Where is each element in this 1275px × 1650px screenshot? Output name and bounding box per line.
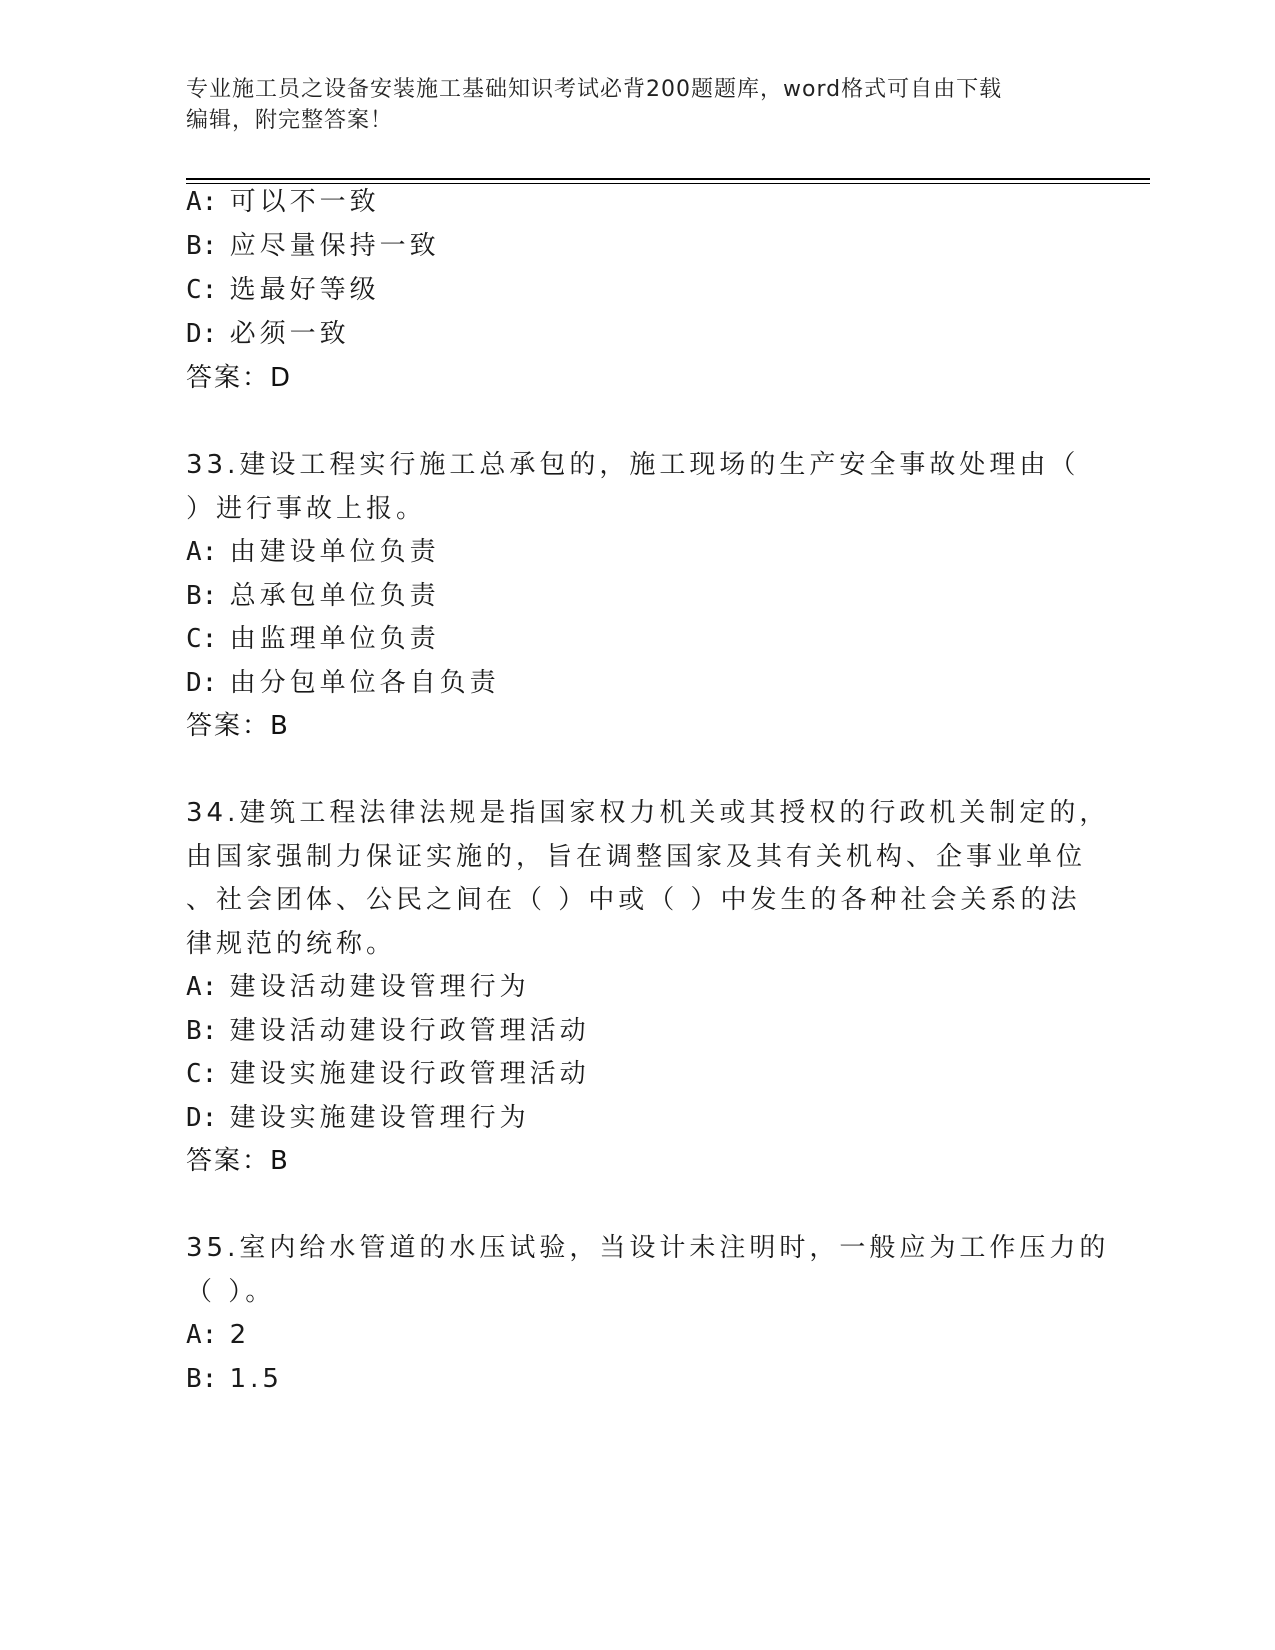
- option-key: B:: [186, 1016, 218, 1046]
- option-text: 1.5: [229, 1364, 283, 1394]
- option-text: 建设活动建设管理行为: [229, 972, 530, 1002]
- q34-stem-line-3: 、社会团体、公民之间在（ ）中或（ ）中发生的各种社会关系的法: [186, 885, 1081, 915]
- option-key: A:: [186, 1320, 218, 1350]
- option-text: 选最好等级: [229, 275, 380, 305]
- q33-option-c: [186, 622, 440, 656]
- document-header: [186, 74, 1066, 136]
- option-key: A:: [186, 972, 218, 1002]
- option-text: 应尽量保持一致: [229, 231, 440, 261]
- header-divider-thick: [186, 178, 1150, 180]
- option-key: B:: [186, 231, 218, 261]
- header-title-line-2: 编辑，附完整答案！: [186, 108, 394, 133]
- option-text: 建设活动建设行政管理活动: [229, 1016, 590, 1046]
- option-text: 由分包单位各自负责: [229, 668, 500, 698]
- q33-option-b: [186, 579, 440, 613]
- option-key: A:: [186, 537, 218, 567]
- header-title-line-1: 专业施工员之设备安装施工基础知识考试必背200题题库，word格式可自由下载: [186, 77, 1003, 102]
- q33-option-d: [186, 666, 500, 700]
- q34-option-d: [186, 1101, 530, 1135]
- option-text: 可以不一致: [229, 187, 380, 217]
- q34-stem-line-2: 由国家强制力保证实施的，旨在调整国家及其有关机构、企事业单位: [186, 842, 1087, 872]
- q34-option-a: [186, 970, 530, 1004]
- q35-option-a: [186, 1318, 250, 1352]
- option-key: D:: [186, 668, 218, 698]
- q33-option-a: [186, 535, 440, 569]
- q32-option-b: [186, 229, 440, 263]
- q35-stem-line-2: （ ）。: [186, 1277, 276, 1307]
- q32-option-a: [186, 185, 380, 219]
- option-key: B:: [186, 581, 218, 611]
- q35-option-b: [186, 1362, 283, 1396]
- option-key: B:: [186, 1364, 218, 1394]
- q34-stem-line-4: 律规范的统称。: [186, 929, 397, 959]
- option-text: 总承包单位负责: [229, 581, 440, 611]
- option-text: 建设实施建设行政管理活动: [229, 1059, 590, 1089]
- q34-stem-line-1: 34.建筑工程法律法规是指国家权力机关或其授权的行政机关制定的，: [186, 798, 1110, 828]
- option-key: C:: [186, 275, 218, 305]
- q32-option-d: [186, 317, 350, 351]
- option-key: D:: [186, 1103, 218, 1133]
- q32-option-c: [186, 273, 380, 307]
- header-divider-thin: [186, 183, 1150, 184]
- q34-option-c: [186, 1057, 590, 1091]
- option-text: 由监理单位负责: [229, 624, 440, 654]
- q34-answer: 答案：B: [186, 1146, 290, 1176]
- q32-answer: 答案：D: [186, 363, 293, 393]
- option-key: C:: [186, 624, 218, 654]
- q33-stem-line-1: 33.建设工程实行施工总承包的，施工现场的生产安全事故处理由（: [186, 450, 1080, 480]
- option-text: 由建设单位负责: [229, 537, 440, 567]
- option-text: 2: [229, 1320, 251, 1350]
- option-text: 必须一致: [229, 319, 350, 349]
- q35-stem-line-1: 35.室内给水管道的水压试验，当设计未注明时，一般应为工作压力的: [186, 1233, 1110, 1263]
- option-key: A:: [186, 187, 218, 217]
- q33-answer: 答案：B: [186, 711, 290, 741]
- option-text: 建设实施建设管理行为: [229, 1103, 530, 1133]
- q33-stem-line-2: ）进行事故上报。: [186, 494, 427, 524]
- option-key: C:: [186, 1059, 218, 1089]
- q34-option-b: [186, 1014, 590, 1048]
- option-key: D:: [186, 319, 218, 349]
